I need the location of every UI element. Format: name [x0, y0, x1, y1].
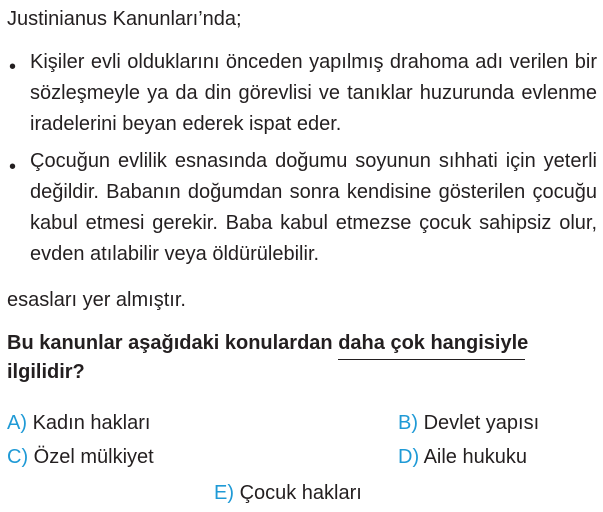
- option-c[interactable]: [7, 444, 154, 470]
- question-text-before: Bu kanunlar aşağıdaki konulardan: [7, 332, 339, 354]
- question-emphasis: [338, 329, 425, 358]
- option-text: Çocuk hakları: [239, 482, 362, 504]
- option-e[interactable]: [214, 480, 362, 506]
- intro-text: Justinianus Kanunları’nda;: [7, 8, 242, 30]
- question-emphasis-text: daha çok: [338, 332, 425, 354]
- emphasis-underline: [338, 359, 525, 361]
- bullet-marker: •: [9, 156, 17, 178]
- outro-text: esasları yer almıştır.: [7, 289, 186, 311]
- option-letter: A): [7, 412, 27, 434]
- bullet-marker: •: [9, 56, 17, 78]
- bullet-text-child: Çocuğun evlilik esnasında doğumu soyunun sıhhati için yeterli değildir. Babanın doğumdan sonra kendisine gösterilen çocuğu kabul etmesi gerekir. Baba kabul etmezse çocuk sahipsiz olur, evden atılabilir veya öldürülebilir.: [30, 150, 597, 265]
- question-stem: [7, 329, 599, 387]
- option-d[interactable]: [398, 444, 527, 470]
- option-b[interactable]: [398, 410, 539, 436]
- option-text: Aile hukuku: [423, 446, 527, 468]
- option-letter: B): [398, 412, 418, 434]
- bullet-text-marriage: Kişiler evli olduklarını önceden yapılmış drahoma adı verilen bir sözleşmeyle ya da din görevlisi ve tanıklar huzurunda evlenme iradelerini beyan ederek ispat eder.: [30, 51, 597, 135]
- option-a[interactable]: [7, 410, 150, 436]
- option-letter: E): [214, 482, 234, 504]
- question-text-after: hangisiyle ilgilidir?: [7, 332, 529, 383]
- option-text: Devlet yapısı: [423, 412, 540, 434]
- option-letter: D): [398, 446, 420, 468]
- option-text: Özel mülkiyet: [33, 446, 154, 468]
- option-letter: C): [7, 446, 29, 468]
- option-text: Kadın hakları: [32, 412, 151, 434]
